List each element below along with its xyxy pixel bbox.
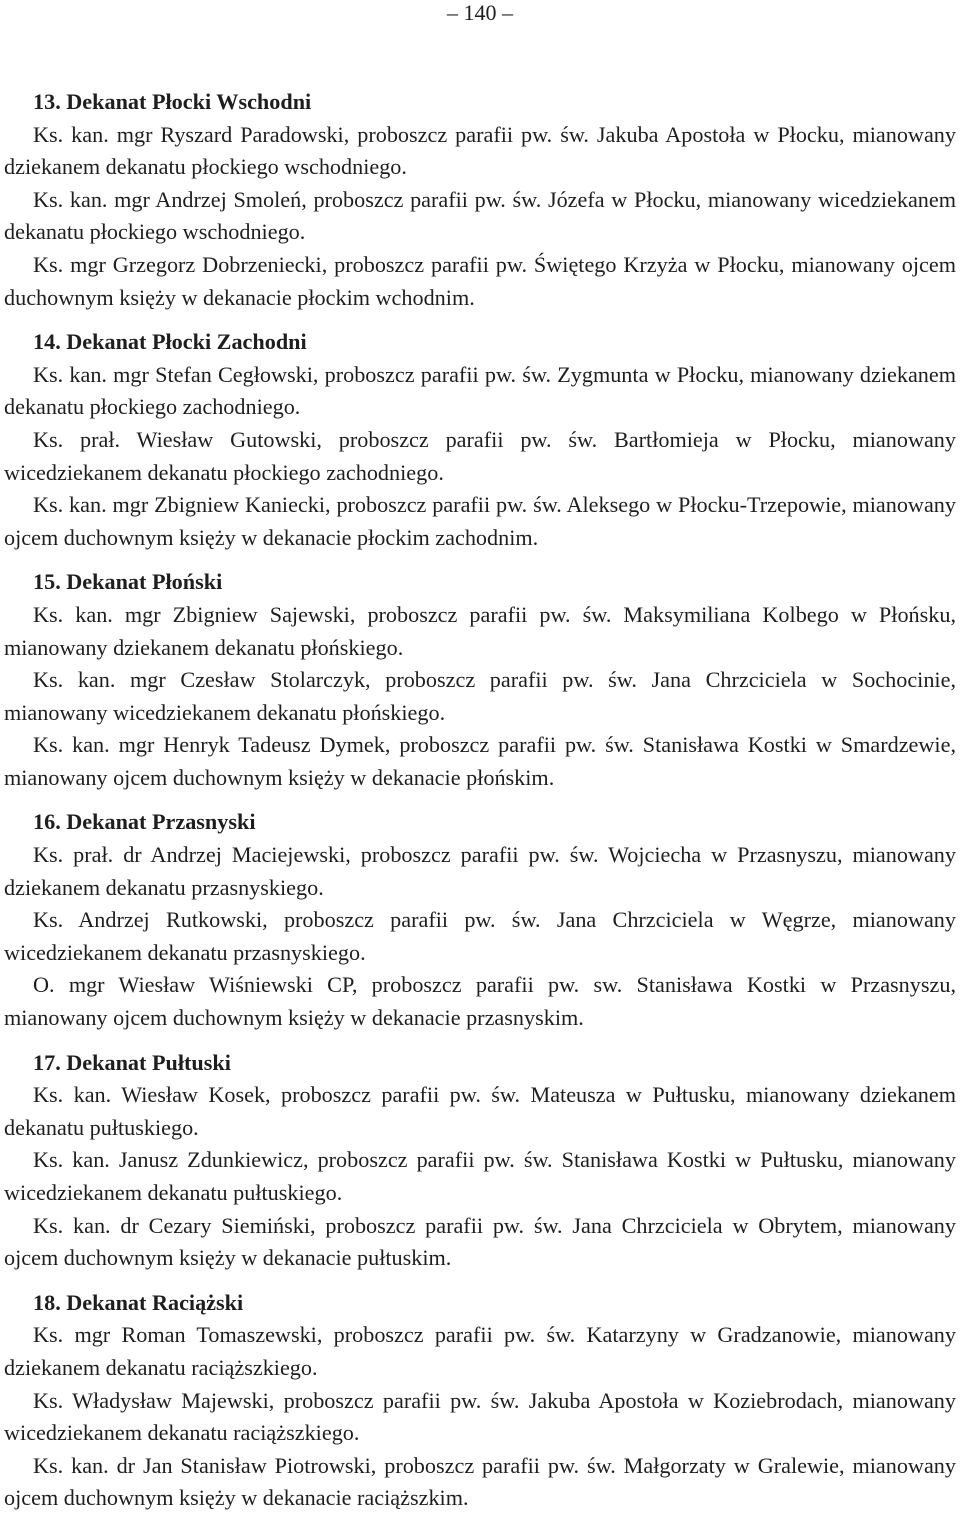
- section-heading: 13. Dekanat Płocki Wschodni: [33, 89, 312, 114]
- section-heading: 15. Dekanat Płoński: [33, 569, 223, 595]
- appointment-entry: Ks. kan. mgr Henryk Tadeusz Dymek, proboszcz parafii pw. św. Stanisława Kostki w Smardzewie, mianowany ojcem duchownym księży w dekanacie płońskim.: [4, 732, 956, 790]
- section-dekanat-raciazski: [4, 1287, 956, 1515]
- appointment-entry: Ks. kan. mgr Zbigniew Kaniecki, proboszcz parafii pw. św. Aleksego w Płocku-Trzepowie, mianowany ojcem duchownym księży w dekanacie płockim zachodnim.: [4, 492, 956, 550]
- appointment-entry: Ks. kan. mgr Zbigniew Sajewski, proboszcz parafii pw. św. Maksymiliana Kolbego w Płońsku, mianowany dziekanem dekanatu płońskiego.: [4, 601, 956, 660]
- appointment-entry: Ks. mgr Grzegorz Dobrzeniecki, proboszcz parafii pw. Świętego Krzyża w Płocku, mianowany ojcem duchownym księży w dekanacie płockim wchodnim.: [4, 251, 956, 310]
- section-heading: 16. Dekanat Przasnyski: [33, 809, 256, 835]
- appointment-entry: Ks. kan. dr Cezary Siemiński, proboszcz parafii pw. św. Jana Chrzciciela w Obrytem, mianowany ojcem duchownym księży w dekanacie pułtuskim.: [4, 1212, 956, 1271]
- appointment-entry: Ks. Władysław Majewski, proboszcz parafii pw. św. Jakuba Apostoła w Koziebrodach, mianowany wicedziekanem dekanatu raciąższkiego.: [4, 1387, 956, 1446]
- document-body: [4, 86, 956, 1527]
- section-heading: 17. Dekanat Pułtuski: [33, 1049, 231, 1075]
- appointment-entry: Ks. kan. mgr Stefan Cegłowski, proboszcz parafii pw. św. Zygmunta w Płocku, mianowany dziekanem dekanatu płockiego zachodniego.: [4, 361, 956, 420]
- appointment-entry: Ks. mgr Roman Tomaszewski, proboszcz parafii pw. św. Katarzyny w Gradzanowie, mianowany dziekanem dekanatu raciąższkiego.: [4, 1322, 956, 1380]
- appointment-entry: Ks. kan. mgr Andrzej Smoleń, proboszcz parafii pw. św. Józefa w Płocku, mianowany wicedziekanem dekanatu płockiego wschodniego.: [4, 186, 956, 245]
- appointment-entry: O. mgr Wiesław Wiśniewski CP, proboszcz parafii pw. sw. Stanisława Kostki w Przasnyszu, mianowany ojcem duchownym księży w dekanacie przasnyskim.: [4, 972, 956, 1031]
- appointment-entry: Ks. prał. Wiesław Gutowski, proboszcz parafii pw. św. Bartłomieja w Płocku, mianowany wicedziekanem dekanatu płockiego zachodniego.: [4, 426, 956, 485]
- section-heading: 18. Dekanat Raciążski: [33, 1289, 244, 1315]
- section-heading: 14. Dekanat Płocki Zachodni: [33, 329, 307, 355]
- section-dekanat-plocki-wschodni: [4, 86, 956, 314]
- appointment-entry: Ks. kan. Janusz Zdunkiewicz, proboszcz parafii pw. św. Stanisława Kostki w Pułtusku, mianowany wicedziekanem dekanatu pułtuskiego.: [4, 1147, 956, 1205]
- appointment-entry: Ks. kan. mgr Ryszard Paradowski, proboszcz parafii pw. św. Jakuba Apostoła w Płocku, mianowany dziekanem dekanatu płockiego wschodniego.: [4, 121, 956, 180]
- section-dekanat-plonski: [4, 566, 956, 794]
- appointment-entry: Ks. Andrzej Rutkowski, proboszcz parafii pw. św. Jana Chrzciciela w Węgrze, mianowany wicedziekanem dekanatu przasnyskiego.: [4, 907, 956, 965]
- section-dekanat-plocki-zachodni: [4, 326, 956, 554]
- page-number: – 140 –: [447, 0, 513, 25]
- section-dekanat-pultuski: [4, 1047, 956, 1275]
- appointment-entry: Ks. kan. mgr Czesław Stolarczyk, proboszcz parafii pw. św. Jana Chrzciciela w Sochocinie, mianowany wicedziekanem dekanatu płońskiego.: [4, 667, 956, 725]
- appointment-entry: Ks. kan. dr Jan Stanisław Piotrowski, proboszcz parafii pw. św. Małgorzaty w Gralewie, mianowany ojcem duchownym księży w dekanacie raciąższkim.: [4, 1452, 956, 1511]
- section-dekanat-przasnyski: [4, 806, 956, 1034]
- appointment-entry: Ks. kan. Wiesław Kosek, proboszcz parafii pw. św. Mateusza w Pułtusku, mianowany dziekanem dekanatu pułtuskiego.: [4, 1082, 956, 1140]
- appointment-entry: Ks. prał. dr Andrzej Maciejewski, proboszcz parafii pw. św. Wojciecha w Przasnyszu, mianowany dziekanem dekanatu przasnyskiego.: [4, 842, 956, 900]
